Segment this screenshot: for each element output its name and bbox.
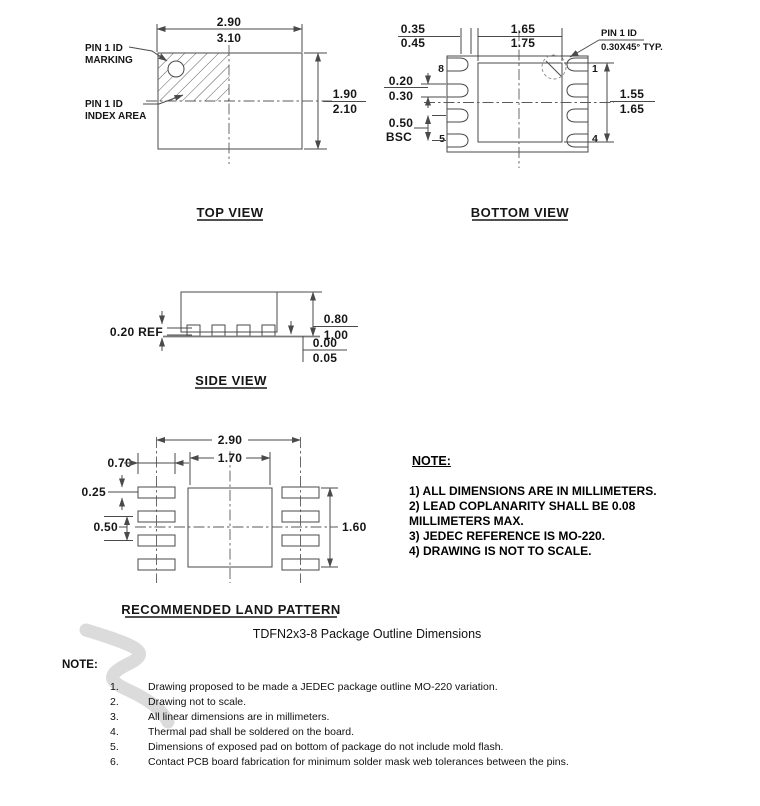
dim-thermal-pad-height [321, 488, 367, 567]
dim-pad-span [157, 433, 301, 447]
dim-package-height [313, 292, 358, 342]
dim-label: 2.90 [217, 433, 243, 447]
dim-label: 1.00 [323, 328, 349, 342]
note-number: 6. [110, 756, 119, 768]
drawing-note-line: 1) ALL DIMENSIONS ARE IN MILLIMETERS. [409, 484, 657, 498]
dim-lead-thickness [110, 311, 192, 351]
top-view-title: TOP VIEW [196, 205, 264, 220]
dim-label: 3.10 [216, 31, 242, 45]
dim-lead-length [398, 22, 471, 54]
dim-label: 1.70 [217, 451, 243, 465]
dim-label: 0.50 [388, 116, 414, 130]
figure-caption: TDFN2x3-8 Package Outline Dimensions [252, 627, 482, 641]
dim-exposed-pad-width [478, 22, 562, 61]
note-item [0, 696, 760, 711]
dim-label: 0.80 [323, 312, 349, 326]
drawing-notes-heading: NOTE: [412, 454, 451, 468]
package-outline [447, 56, 588, 152]
dim-pad-pitch [93, 517, 133, 541]
dim-label: 1.90 [332, 87, 358, 101]
note-number: 5. [110, 741, 119, 753]
drawing-notes [409, 454, 709, 559]
pin1-id-marking-circle [168, 61, 184, 77]
note-text: All linear dimensions are in millimeters. [148, 711, 330, 723]
dim-label: 2.10 [332, 102, 358, 116]
drawing-note-line: 3) JEDEC REFERENCE IS MO-220. [409, 529, 606, 543]
dim-label: 1.65 [619, 102, 645, 116]
dim-label: 0.20 REF [109, 325, 163, 339]
package-body-outline [181, 292, 277, 332]
dim-label: 0.45 [400, 36, 426, 50]
pin1-marking-callout [85, 43, 167, 66]
pin1-index-hatch-area [159, 54, 230, 102]
dim-label: 0.00 [312, 336, 338, 350]
callout-label: PIN 1 ID [85, 99, 123, 110]
land-pattern-title: RECOMMENDED LAND PATTERN [121, 602, 341, 617]
note-number: 4. [110, 726, 119, 738]
dim-label: 1.60 [342, 520, 367, 534]
dim-label: 0.70 [107, 456, 132, 470]
dim-pad-width [81, 475, 138, 510]
dim-label: 1.75 [510, 36, 536, 50]
dim-label: 0.25 [81, 485, 106, 499]
dim-label: BSC [385, 130, 413, 144]
dim-pad-length [107, 453, 189, 474]
pin-number: 4 [592, 133, 598, 145]
note-item [0, 726, 760, 741]
dim-lead-pitch [386, 116, 446, 145]
callout-label: 0.30X45° TYP. [601, 42, 663, 53]
dim-label: 0.50 [93, 520, 118, 534]
note-text: Contact PCB board fabrication for minimum solder mask web tolerances between the pins. [148, 756, 569, 768]
callout-label: PIN 1 ID [601, 28, 637, 39]
note-item [0, 741, 760, 756]
dim-label: 1.55 [619, 87, 645, 101]
side-view-title: SIDE VIEW [195, 373, 267, 388]
dim-lead-width [384, 73, 446, 108]
note-text: Drawing not to scale. [148, 696, 247, 708]
pin-number: 1 [592, 63, 598, 75]
note-text: Drawing proposed to be made a JEDEC package outline MO-220 variation. [148, 681, 498, 693]
dim-body-width [157, 15, 302, 52]
land-pattern [81, 433, 366, 617]
callout-label: INDEX AREA [85, 111, 147, 122]
callout-label: PIN 1 ID [85, 43, 123, 54]
dim-body-height [304, 53, 366, 149]
dim-label: 0.20 [388, 74, 414, 88]
note-number: 3. [110, 711, 119, 723]
bottom-view-title: BOTTOM VIEW [470, 205, 570, 220]
pin-number: 5 [439, 133, 445, 145]
note-number: 2. [110, 696, 119, 708]
dim-label: 1.65 [510, 22, 536, 36]
drawing-note-line: 2) LEAD COPLANARITY SHALL BE 0.08 [409, 499, 636, 513]
pin1-id-callout [570, 28, 663, 57]
notes-heading: NOTE: [62, 659, 98, 671]
dim-label: 0.30 [388, 89, 414, 103]
dim-label: 2.90 [216, 15, 242, 29]
note-text: Thermal pad shall be soldered on the board. [148, 726, 355, 738]
drawing-note-line: 4) DRAWING IS NOT TO SCALE. [409, 544, 592, 558]
note-item [0, 756, 760, 771]
pin-number: 8 [438, 63, 444, 75]
side-view [110, 292, 358, 388]
side-leads [187, 325, 275, 336]
bottom-view [384, 22, 663, 220]
note-item [0, 711, 760, 726]
dim-label: 0.05 [312, 351, 338, 365]
top-view [85, 15, 366, 220]
note-number: 1. [110, 681, 119, 693]
note-item [0, 681, 760, 696]
dim-label: 0.35 [400, 22, 426, 36]
drawing-note-line: MILLIMETERS MAX. [409, 514, 524, 528]
callout-label: MARKING [85, 55, 133, 66]
note-text: Dimensions of exposed pad on bottom of package do not include mold flash. [148, 741, 504, 753]
